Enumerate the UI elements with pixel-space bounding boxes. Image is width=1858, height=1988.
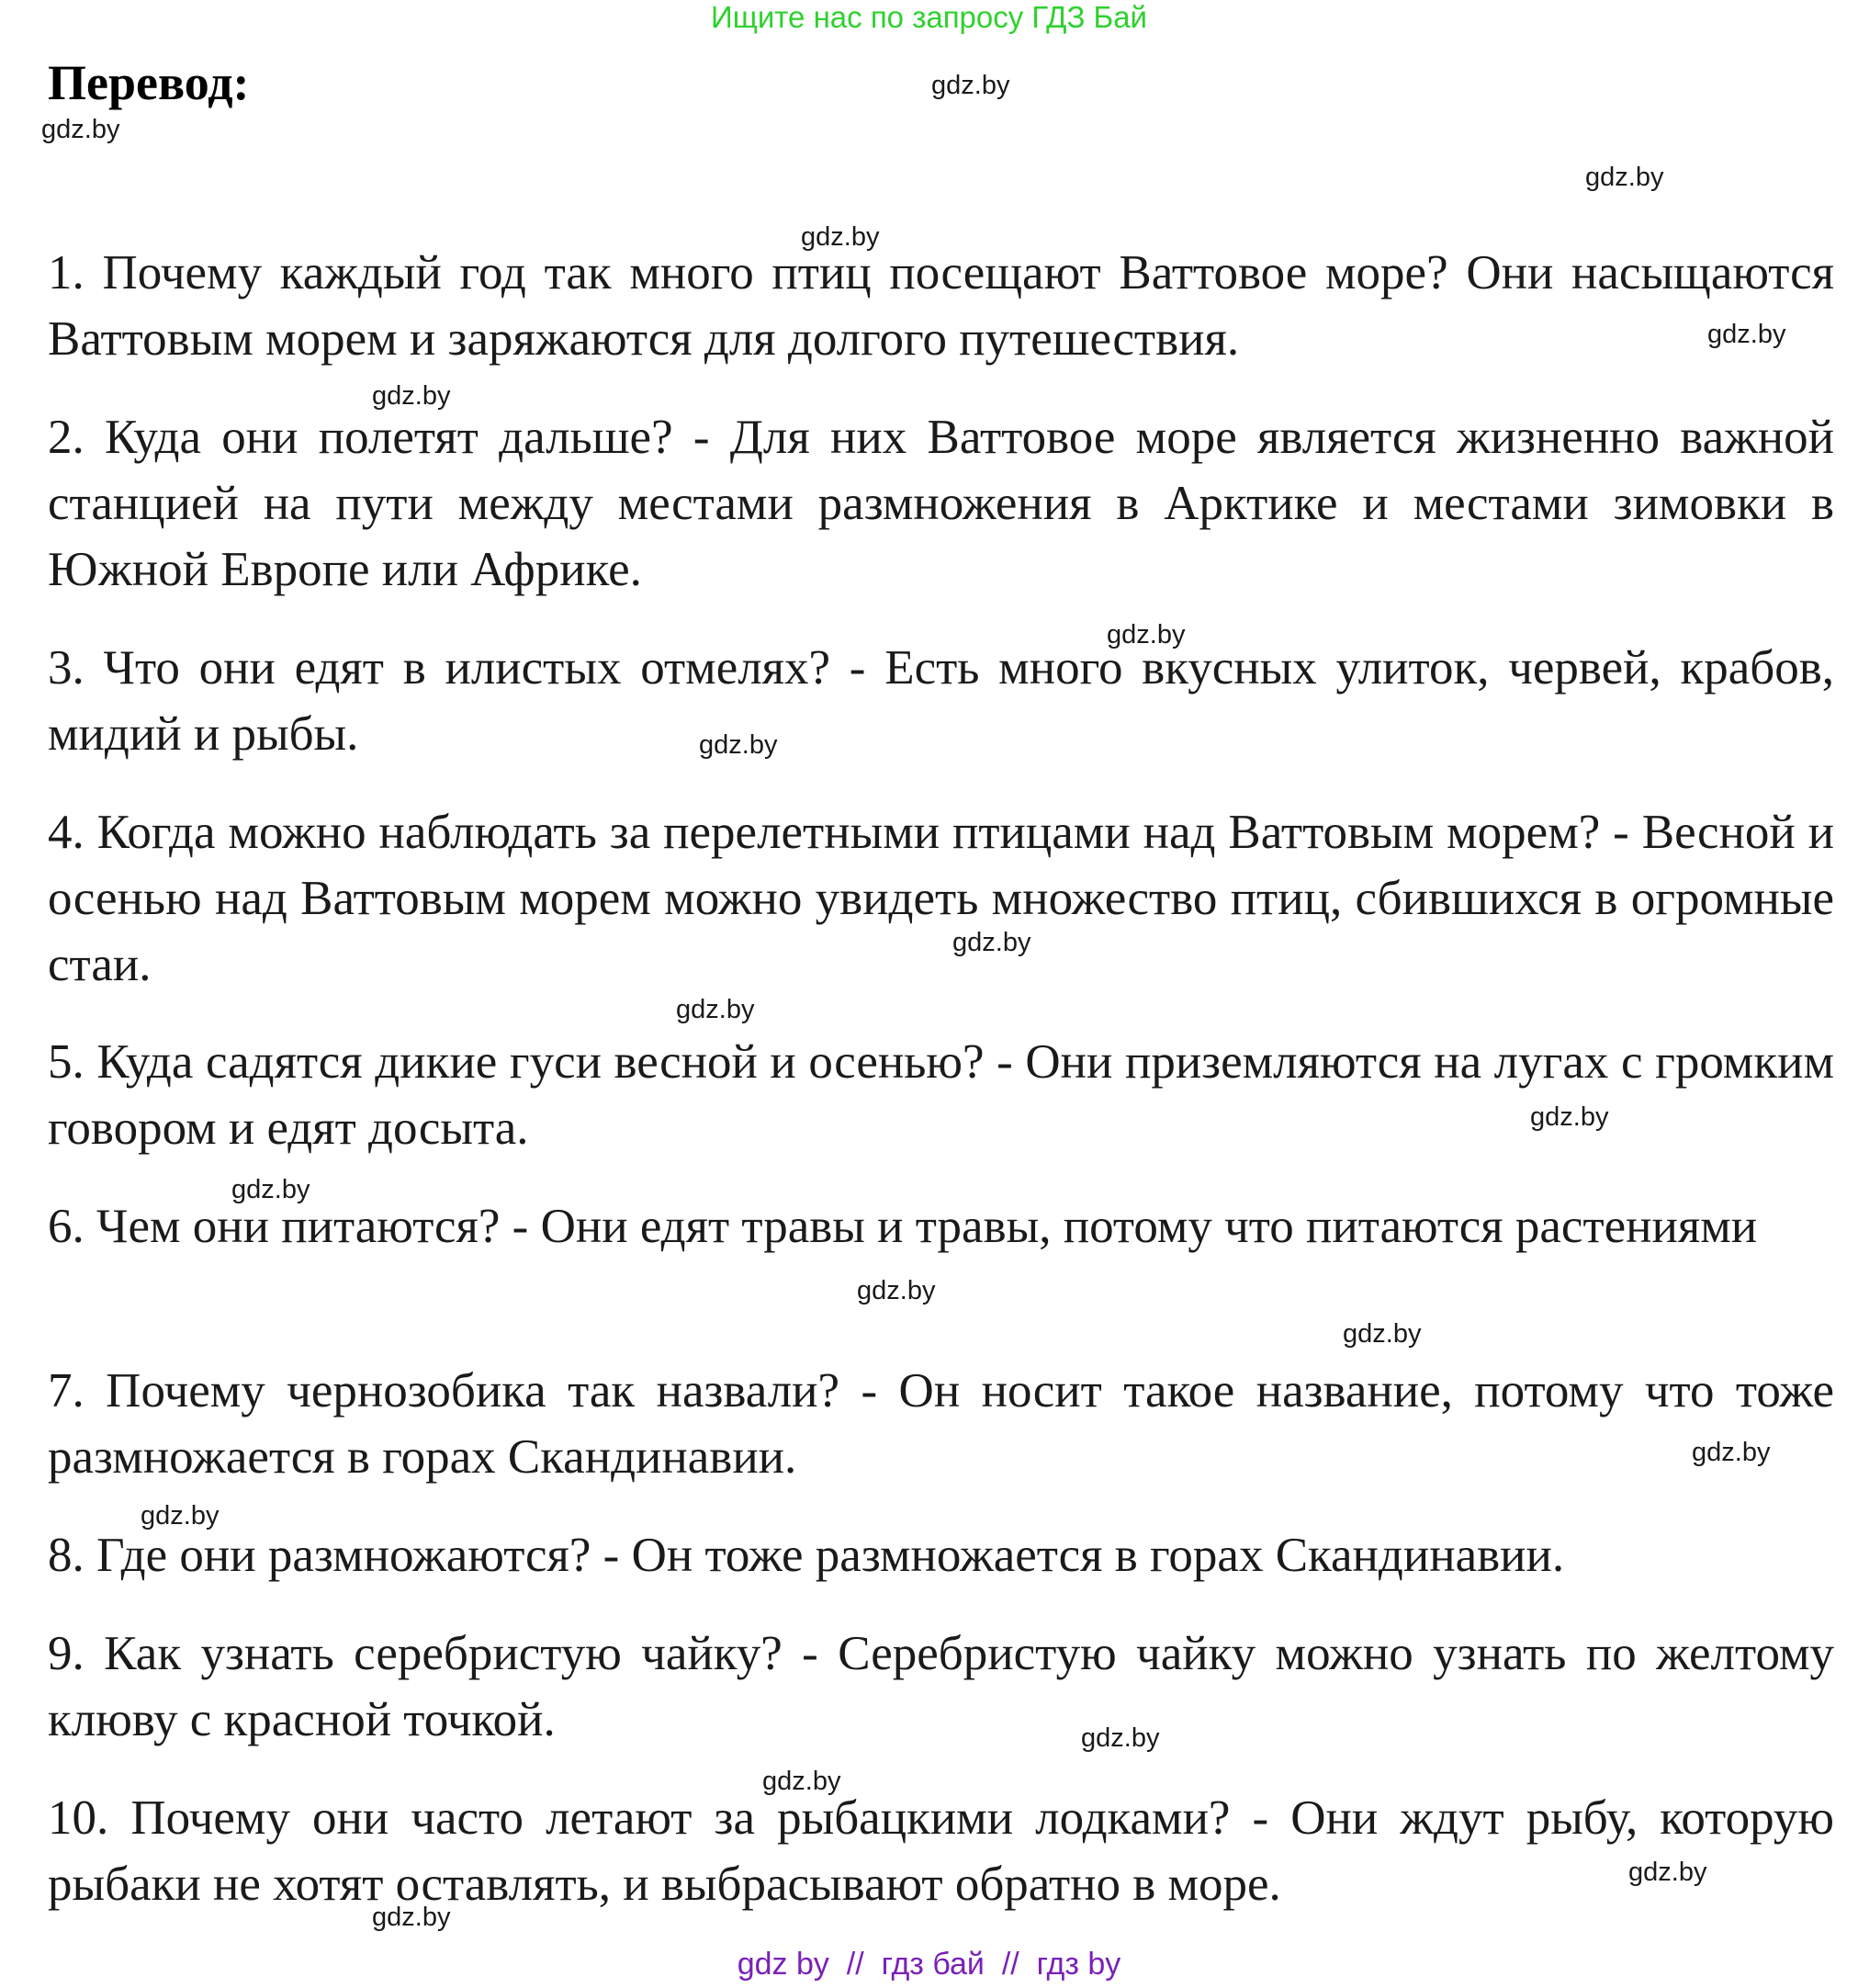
translation-item-7: 7. Почему чернозобика так назвали? - Он носит такое название, потому что тоже размножается в горах Скандинавии. [48,1364,1834,1484]
translation-item-3: 3. Что они едят в илистых отмелях? - Есть много вкусных улиток, червей, крабов, мидий и рыбы. [48,641,1834,761]
translation-item-6: 6. Чем они питаются? - Они едят травы и травы, потому что питаются растениями [48,1200,1758,1253]
watermark: gdz.by [1692,1438,1771,1467]
footer-links: gdz by // гдз бай // гдз by [737,1947,1121,1982]
translation-item-5: 5. Куда садятся дикие гуси весной и осенью? - Они приземляются на лугах с громким говором и едят досыта. [48,1035,1834,1155]
watermark: gdz.by [372,1903,451,1932]
search-hint-banner: Ищите нас по запросу ГДЗ Бай [711,0,1147,34]
watermark: gdz.by [952,928,1031,957]
page-title: Перевод: [48,55,250,110]
watermark: gdz.by [1585,163,1664,192]
watermark: gdz.by [857,1276,936,1305]
translation-item-10: 10. Почему они часто летают за рыбацкими лодками? - Они ждут рыбу, которую рыбаки не хотят оставлять, и выбрасывают обратно в море. [48,1791,1834,1911]
translation-item-4: 4. Когда можно наблюдать за перелетными птицами над Ваттовым морем? - Весной и осенью над Ваттовым морем можно увидеть множество птиц, сбившихся в огромные стаи. [48,806,1834,991]
watermark: gdz.by [1343,1319,1422,1349]
watermark: gdz.by [372,381,451,411]
watermark: gdz.by [1081,1723,1160,1753]
watermark: gdz.by [801,222,880,252]
watermark: gdz.by [931,71,1010,100]
translation-item-9: 9. Как узнать серебристую чайку? - Серебристую чайку можно узнать по желтому клюву с красной точкой. [48,1627,1834,1746]
translation-item-8: 8. Где они размножаются? - Он тоже размножается в горах Скандинавии. [48,1529,1565,1582]
watermark: gdz.by [699,730,778,760]
watermark: gdz.by [141,1501,220,1531]
watermark: gdz.by [1628,1858,1707,1887]
watermark: gdz.by [231,1175,310,1204]
watermark: gdz.by [762,1767,841,1796]
watermark: gdz.by [1530,1102,1609,1132]
translation-item-2: 2. Куда они полетят дальше? - Для них Ваттовое море является жизненно важной станцией на пути между местами размножения в Арктике и местами зимовки в Южной Европе или Африке. [48,411,1834,596]
watermark: gdz.by [41,115,120,144]
translation-item-1: 1. Почему каждый год так много птиц посещают Ваттовое море? Они насыщаются Ваттовым морем и заряжаются для долгого путешествия. [48,246,1834,366]
watermark: gdz.by [1107,620,1186,649]
watermark: gdz.by [676,995,755,1024]
watermark: gdz.by [1707,320,1786,349]
